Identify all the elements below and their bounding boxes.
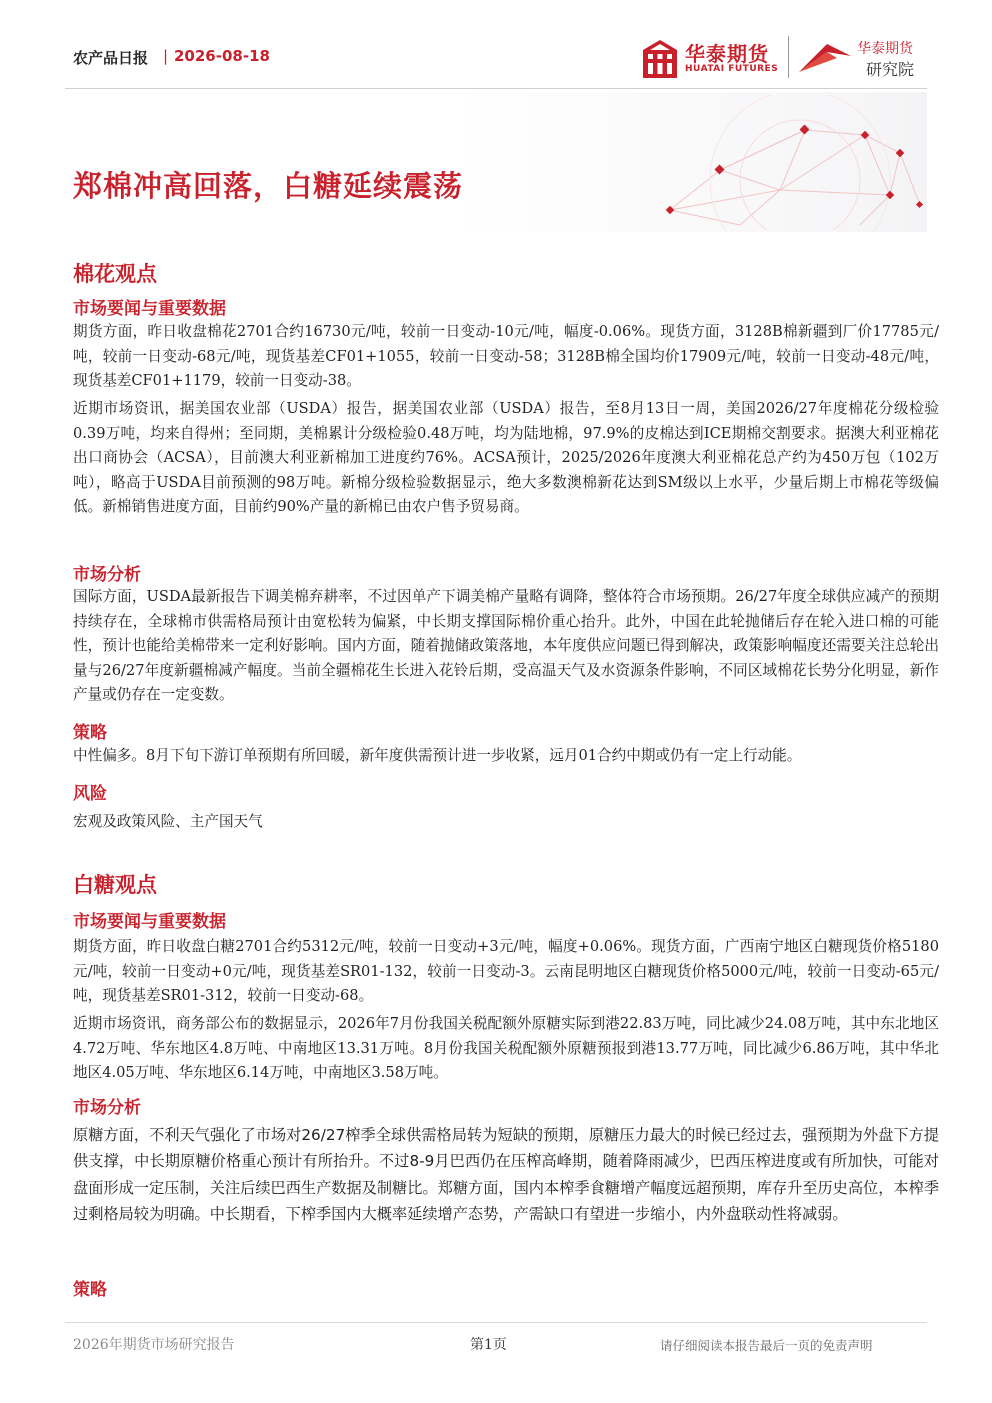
header-separator: |	[163, 47, 169, 65]
institute-label: 研究院	[866, 60, 915, 79]
cotton-strategy-heading: 策略	[73, 723, 107, 743]
footer-report-name: 2026年期货市场研究报告	[73, 1337, 235, 1353]
sugar-section-title: 白糖观点	[73, 873, 157, 897]
footer-divider	[65, 1322, 927, 1323]
cotton-risk-text: 宏观及政策风险、主产国天气	[73, 813, 263, 830]
page-title: 郑棉冲高回落，白糖延续震荡	[73, 169, 464, 203]
cotton-news-market: 近期市场资讯，据美国农业部（USDA）报告，据美国农业部（USDA）报告，至8月13日一周，美国2026/27年度棉花分级检验0.39万吨，均来自得州；至同期，美棉累计分级检验0.48万吨，均为陆地棉，97.9%的皮棉达到ICE期棉交割要求。据澳大利亚棉花出口商协会（ACSA），目前澳大利亚新棉加工进度约76%。ACSA预计，2025/2026年度澳大利亚棉花总产约为450万包（102万吨），略高于USDA目前预测的98万吨。新棉分级检验数据显示，绝大多数澳棉新花达到SM级以上水平，少量后期上市棉花等级偏低。新棉销售进度方面，目前约90%产量的新棉已由农户售予贸易商。	[73, 400, 939, 516]
cotton-news-futures: 期货方面，昨日收盘棉花2701合约16730元/吨，较前一日变动-10元/吨，幅度-0.06%。现货方面，3128B棉新疆到厂价17785元/吨，较前一日变动-68元/吨，现货基差CF01+1055，较前一日变动-58；3128B棉全国均价17909元/吨，较前一日变动-48元/吨，现货基差CF01+1179，较前一日变动-38。	[73, 323, 939, 390]
sugar-news-futures: 期货方面，昨日收盘白糖2701合约5312元/吨，较前一日变动+3元/吨，幅度+0.06%。现货方面，广西南宁地区白糖现货价格5180元/吨，较前一日变动+0元/吨，现货基差SR01-132，较前一日变动-3。云南昆明地区白糖现货价格5000元/吨，较前一日变动-65元/吨，现货基差SR01-312，较前一日变动-68。	[73, 938, 939, 1005]
sugar-news-heading: 市场要闻与重要数据	[73, 912, 226, 932]
sugar-strategy-heading: 策略	[73, 1280, 107, 1300]
cotton-strategy-text: 中性偏多。8月下旬下游订单预期有所回暖，新年度供需预计进一步收紧，远月01合约中期或仍有一定上行动能。	[73, 747, 802, 764]
sugar-news-market: 近期市场资讯，商务部公布的数据显示，2026年7月份我国关税配额外原糖实际到港22.83万吨，同比减少24.08万吨，其中东北地区4.72万吨、华东地区4.8万吨、中南地区13.31万吨。8月份我国关税配额外原糖预报到港13.77万吨，同比减少6.86万吨，其中华北地区4.05万吨、华东地区6.14万吨，中南地区3.58万吨。	[73, 1015, 939, 1082]
logo-divider	[788, 36, 789, 78]
cotton-section-title: 棉花观点	[73, 262, 157, 286]
huatai-logo-icon	[643, 40, 677, 78]
sugar-analysis-text: 原糖方面，不利天气强化了市场对26/27榨季全球供需格局转为短缺的预期，原糖压力最大的时候已经过去，强预期为外盘下方提供支撑，中长期原糖价格重心预计有所抬升。不过8-9月巴西仍在压榨高峰期，随着降雨减少，巴西压榨进度或有所加快，可能对盘面形成一定压制，关注后续巴西生产数据及制糖比。郑糖方面，国内本榨季食糖增产幅度远超预期，库存升至历史高位，本榨季过剩格局较为明确。中长期看，下榨季国内大概率延续增产态势，产需缺口有望进一步缩小，内外盘联动性将减弱。	[73, 1126, 939, 1224]
cotton-analysis-text: 国际方面，USDA最新报告下调美棉弃耕率，不过因单产下调美棉产量略有调降，整体符合市场预期。26/27年度全球供应减产的预期持续存在，全球棉市供需格局预计由宽松转为偏紧，中长期支撑国际棉价重心抬升。此外，中国在此轮抛储后存在轮入进口棉的可能性，预计也能给美棉带来一定利好影响。国内方面，随着抛储政策落地，本年度供应问题已得到解决，政策影响幅度还需要关注总轮出量与26/27年度新疆棉减产幅度。当前全疆棉花生长进入花铃后期，受高温天气及水资源条件影响，不同区域棉花长势分化明显，新作产量或仍存在一定变数。	[73, 588, 939, 704]
report-type: 农产品日报	[73, 49, 149, 67]
logo-name-cn: 华泰期货	[685, 42, 769, 66]
report-date: 2026-08-18	[174, 47, 270, 65]
logo-name-en: HUATAI FUTURES	[685, 64, 779, 74]
institute-logo-icon	[797, 40, 853, 74]
header-divider	[65, 88, 927, 89]
sugar-analysis-heading: 市场分析	[73, 1098, 141, 1118]
institute-name: 华泰期货	[857, 41, 913, 57]
footer-disclaimer: 请仔细阅读本报告最后一页的免责声明	[660, 1338, 873, 1353]
page-header	[0, 0, 992, 90]
page-number: 第1页	[470, 1337, 507, 1353]
cotton-news-heading: 市场要闻与重要数据	[73, 299, 226, 319]
network-graphic-icon	[560, 95, 932, 230]
cotton-risk-heading: 风险	[73, 784, 107, 804]
cotton-analysis-heading: 市场分析	[73, 565, 141, 585]
